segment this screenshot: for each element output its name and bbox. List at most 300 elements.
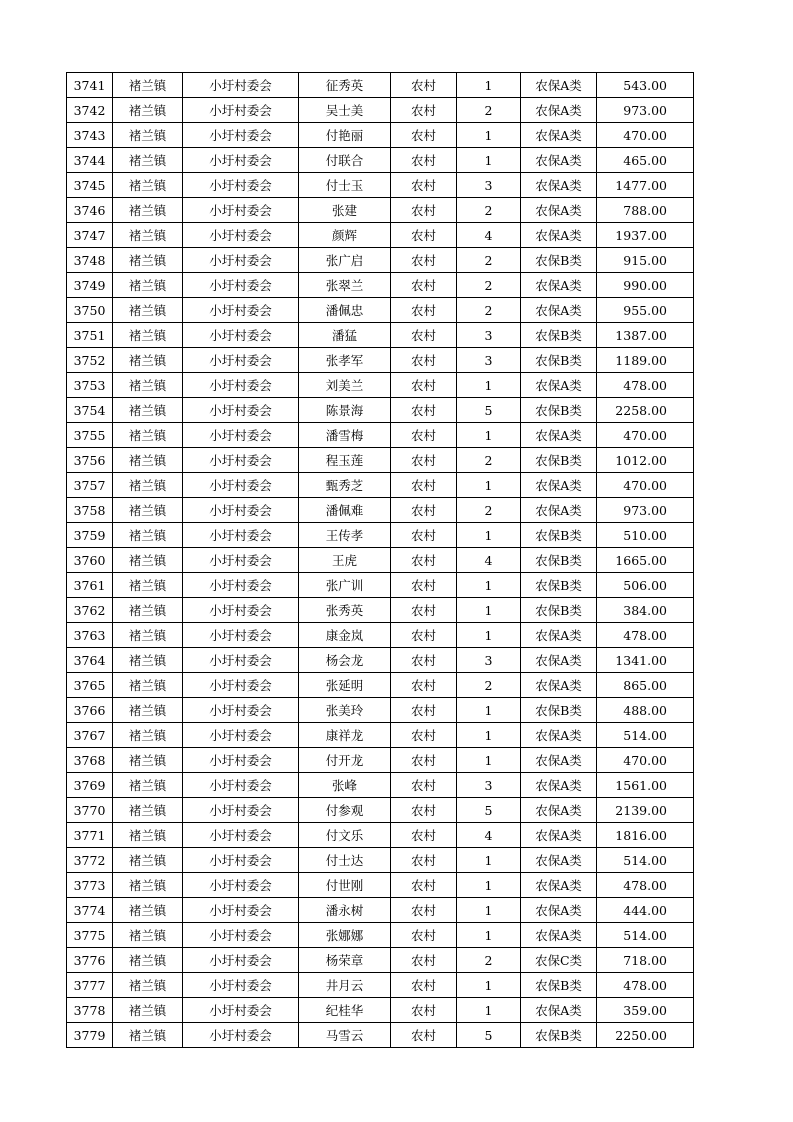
- household-count-cell: 1: [457, 423, 521, 448]
- table-row: [67, 648, 694, 673]
- name-cell: 程玉莲: [299, 448, 391, 473]
- household-count-cell: 1: [457, 748, 521, 773]
- name-cell: 王虎: [299, 548, 391, 573]
- name-cell: 潘雪梅: [299, 423, 391, 448]
- table-row: [67, 698, 694, 723]
- serial-number-cell: 3774: [67, 898, 113, 923]
- serial-number-cell: 3750: [67, 298, 113, 323]
- serial-number-cell: 3758: [67, 498, 113, 523]
- amount-cell: 510.00: [597, 523, 694, 548]
- town-cell: 褚兰镇: [113, 223, 183, 248]
- town-cell: 褚兰镇: [113, 798, 183, 823]
- household-count-cell: 1: [457, 473, 521, 498]
- serial-number-cell: 3777: [67, 973, 113, 998]
- residence-type-cell: 农村: [391, 398, 457, 423]
- residence-type-cell: 农村: [391, 298, 457, 323]
- town-cell: 褚兰镇: [113, 748, 183, 773]
- insurance-category-cell: 农保A类: [521, 148, 597, 173]
- name-cell: 张延明: [299, 673, 391, 698]
- serial-number-cell: 3769: [67, 773, 113, 798]
- town-cell: 褚兰镇: [113, 373, 183, 398]
- residence-type-cell: 农村: [391, 548, 457, 573]
- household-count-cell: 1: [457, 123, 521, 148]
- table-row: [67, 623, 694, 648]
- serial-number-cell: 3748: [67, 248, 113, 273]
- residence-type-cell: 农村: [391, 673, 457, 698]
- serial-number-cell: 3761: [67, 573, 113, 598]
- serial-number-cell: 3778: [67, 998, 113, 1023]
- serial-number-cell: 3760: [67, 548, 113, 573]
- town-cell: 褚兰镇: [113, 323, 183, 348]
- name-cell: 张峰: [299, 773, 391, 798]
- town-cell: 褚兰镇: [113, 298, 183, 323]
- village-committee-cell: 小圩村委会: [183, 998, 299, 1023]
- amount-cell: 384.00: [597, 598, 694, 623]
- insurance-category-cell: 农保A类: [521, 773, 597, 798]
- serial-number-cell: 3768: [67, 748, 113, 773]
- table-row: [67, 798, 694, 823]
- insurance-category-cell: 农保A类: [521, 873, 597, 898]
- residence-type-cell: 农村: [391, 573, 457, 598]
- amount-cell: 465.00: [597, 148, 694, 173]
- residence-type-cell: 农村: [391, 948, 457, 973]
- table-row: [67, 173, 694, 198]
- name-cell: 吴士美: [299, 98, 391, 123]
- name-cell: 康祥龙: [299, 723, 391, 748]
- name-cell: 井月云: [299, 973, 391, 998]
- household-count-cell: 1: [457, 148, 521, 173]
- residence-type-cell: 农村: [391, 823, 457, 848]
- residence-type-cell: 农村: [391, 773, 457, 798]
- insurance-category-cell: 农保A类: [521, 923, 597, 948]
- amount-cell: 1816.00: [597, 823, 694, 848]
- village-committee-cell: 小圩村委会: [183, 448, 299, 473]
- amount-cell: 788.00: [597, 198, 694, 223]
- insurance-category-cell: 农保B类: [521, 348, 597, 373]
- residence-type-cell: 农村: [391, 98, 457, 123]
- insurance-category-cell: 农保A类: [521, 498, 597, 523]
- serial-number-cell: 3767: [67, 723, 113, 748]
- village-committee-cell: 小圩村委会: [183, 273, 299, 298]
- table-row: [67, 148, 694, 173]
- residence-type-cell: 农村: [391, 248, 457, 273]
- village-committee-cell: 小圩村委会: [183, 598, 299, 623]
- table-row: [67, 223, 694, 248]
- table-row: [67, 123, 694, 148]
- serial-number-cell: 3754: [67, 398, 113, 423]
- name-cell: 杨会龙: [299, 648, 391, 673]
- amount-cell: 488.00: [597, 698, 694, 723]
- amount-cell: 514.00: [597, 923, 694, 948]
- village-committee-cell: 小圩村委会: [183, 123, 299, 148]
- amount-cell: 1341.00: [597, 648, 694, 673]
- serial-number-cell: 3776: [67, 948, 113, 973]
- table-body: [67, 73, 694, 1048]
- residence-type-cell: 农村: [391, 423, 457, 448]
- table-row: [67, 423, 694, 448]
- table-row: [67, 848, 694, 873]
- household-count-cell: 1: [457, 73, 521, 98]
- household-count-cell: 3: [457, 773, 521, 798]
- insurance-category-cell: 农保B类: [521, 248, 597, 273]
- town-cell: 褚兰镇: [113, 548, 183, 573]
- insurance-category-cell: 农保A类: [521, 98, 597, 123]
- amount-cell: 990.00: [597, 273, 694, 298]
- town-cell: 褚兰镇: [113, 423, 183, 448]
- serial-number-cell: 3756: [67, 448, 113, 473]
- residence-type-cell: 农村: [391, 198, 457, 223]
- insurance-category-cell: 农保B类: [521, 398, 597, 423]
- town-cell: 褚兰镇: [113, 973, 183, 998]
- household-count-cell: 4: [457, 548, 521, 573]
- serial-number-cell: 3766: [67, 698, 113, 723]
- amount-cell: 1665.00: [597, 548, 694, 573]
- household-count-cell: 2: [457, 298, 521, 323]
- town-cell: 褚兰镇: [113, 823, 183, 848]
- table-row: [67, 573, 694, 598]
- village-committee-cell: 小圩村委会: [183, 948, 299, 973]
- serial-number-cell: 3744: [67, 148, 113, 173]
- village-committee-cell: 小圩村委会: [183, 648, 299, 673]
- name-cell: 付艳丽: [299, 123, 391, 148]
- amount-cell: 2258.00: [597, 398, 694, 423]
- insurance-category-cell: 农保A类: [521, 748, 597, 773]
- household-count-cell: 4: [457, 823, 521, 848]
- residence-type-cell: 农村: [391, 623, 457, 648]
- insurance-category-cell: 农保A类: [521, 673, 597, 698]
- name-cell: 张翠兰: [299, 273, 391, 298]
- amount-cell: 915.00: [597, 248, 694, 273]
- residence-type-cell: 农村: [391, 448, 457, 473]
- amount-cell: 506.00: [597, 573, 694, 598]
- town-cell: 褚兰镇: [113, 723, 183, 748]
- household-count-cell: 1: [457, 923, 521, 948]
- town-cell: 褚兰镇: [113, 698, 183, 723]
- table-row: [67, 873, 694, 898]
- amount-cell: 470.00: [597, 748, 694, 773]
- village-committee-cell: 小圩村委会: [183, 473, 299, 498]
- household-count-cell: 4: [457, 223, 521, 248]
- table-row: [67, 273, 694, 298]
- residence-type-cell: 农村: [391, 848, 457, 873]
- table-row: [67, 598, 694, 623]
- table-row: [67, 398, 694, 423]
- village-committee-cell: 小圩村委会: [183, 348, 299, 373]
- table-row: [67, 448, 694, 473]
- serial-number-cell: 3763: [67, 623, 113, 648]
- name-cell: 刘美兰: [299, 373, 391, 398]
- table-row: [67, 98, 694, 123]
- insurance-category-cell: 农保A类: [521, 223, 597, 248]
- town-cell: 褚兰镇: [113, 773, 183, 798]
- insurance-category-cell: 农保B类: [521, 573, 597, 598]
- residence-type-cell: 农村: [391, 498, 457, 523]
- village-committee-cell: 小圩村委会: [183, 723, 299, 748]
- village-committee-cell: 小圩村委会: [183, 373, 299, 398]
- name-cell: 甄秀芝: [299, 473, 391, 498]
- village-committee-cell: 小圩村委会: [183, 298, 299, 323]
- name-cell: 颜辉: [299, 223, 391, 248]
- residence-type-cell: 农村: [391, 648, 457, 673]
- household-count-cell: 3: [457, 173, 521, 198]
- residence-type-cell: 农村: [391, 223, 457, 248]
- household-count-cell: 1: [457, 723, 521, 748]
- village-committee-cell: 小圩村委会: [183, 798, 299, 823]
- residence-type-cell: 农村: [391, 698, 457, 723]
- village-committee-cell: 小圩村委会: [183, 898, 299, 923]
- town-cell: 褚兰镇: [113, 598, 183, 623]
- residence-type-cell: 农村: [391, 748, 457, 773]
- village-committee-cell: 小圩村委会: [183, 773, 299, 798]
- village-committee-cell: 小圩村委会: [183, 423, 299, 448]
- town-cell: 褚兰镇: [113, 98, 183, 123]
- insurance-category-cell: 农保A类: [521, 998, 597, 1023]
- serial-number-cell: 3747: [67, 223, 113, 248]
- village-committee-cell: 小圩村委会: [183, 73, 299, 98]
- household-count-cell: 2: [457, 498, 521, 523]
- village-committee-cell: 小圩村委会: [183, 498, 299, 523]
- residence-type-cell: 农村: [391, 873, 457, 898]
- town-cell: 褚兰镇: [113, 948, 183, 973]
- village-committee-cell: 小圩村委会: [183, 523, 299, 548]
- name-cell: 付参观: [299, 798, 391, 823]
- name-cell: 付文乐: [299, 823, 391, 848]
- insurance-category-cell: 农保B类: [521, 323, 597, 348]
- table-row: [67, 748, 694, 773]
- serial-number-cell: 3764: [67, 648, 113, 673]
- name-cell: 王传孝: [299, 523, 391, 548]
- insurance-category-cell: 农保A类: [521, 373, 597, 398]
- residence-type-cell: 农村: [391, 173, 457, 198]
- village-committee-cell: 小圩村委会: [183, 873, 299, 898]
- amount-cell: 470.00: [597, 123, 694, 148]
- table-row: [67, 923, 694, 948]
- insurance-category-cell: 农保A类: [521, 723, 597, 748]
- residence-type-cell: 农村: [391, 898, 457, 923]
- insurance-category-cell: 农保A类: [521, 298, 597, 323]
- town-cell: 褚兰镇: [113, 148, 183, 173]
- name-cell: 杨荣章: [299, 948, 391, 973]
- town-cell: 褚兰镇: [113, 923, 183, 948]
- household-count-cell: 1: [457, 698, 521, 723]
- residence-type-cell: 农村: [391, 348, 457, 373]
- household-count-cell: 5: [457, 798, 521, 823]
- village-committee-cell: 小圩村委会: [183, 223, 299, 248]
- serial-number-cell: 3771: [67, 823, 113, 848]
- town-cell: 褚兰镇: [113, 1023, 183, 1048]
- insurance-category-cell: 农保A类: [521, 473, 597, 498]
- household-count-cell: 2: [457, 248, 521, 273]
- name-cell: 纪桂华: [299, 998, 391, 1023]
- insurance-category-cell: 农保A类: [521, 798, 597, 823]
- amount-cell: 1189.00: [597, 348, 694, 373]
- serial-number-cell: 3773: [67, 873, 113, 898]
- serial-number-cell: 3765: [67, 673, 113, 698]
- insurance-category-cell: 农保A类: [521, 273, 597, 298]
- household-count-cell: 1: [457, 873, 521, 898]
- table-row: [67, 548, 694, 573]
- insurance-category-cell: 农保C类: [521, 948, 597, 973]
- insurance-category-cell: 农保A类: [521, 848, 597, 873]
- table-row: [67, 73, 694, 98]
- table-row: [67, 298, 694, 323]
- household-count-cell: 2: [457, 448, 521, 473]
- name-cell: 陈景海: [299, 398, 391, 423]
- table-row: [67, 673, 694, 698]
- table-row: [67, 973, 694, 998]
- household-count-cell: 1: [457, 573, 521, 598]
- name-cell: 付士达: [299, 848, 391, 873]
- village-committee-cell: 小圩村委会: [183, 1023, 299, 1048]
- insurance-category-cell: 农保A类: [521, 648, 597, 673]
- name-cell: 征秀英: [299, 73, 391, 98]
- table-row: [67, 473, 694, 498]
- amount-cell: 1012.00: [597, 448, 694, 473]
- table-row: [67, 948, 694, 973]
- household-count-cell: 2: [457, 273, 521, 298]
- residence-type-cell: 农村: [391, 523, 457, 548]
- table-row: [67, 1023, 694, 1048]
- insurance-category-cell: 农保A类: [521, 623, 597, 648]
- residence-type-cell: 农村: [391, 998, 457, 1023]
- amount-cell: 1561.00: [597, 773, 694, 798]
- name-cell: 潘佩难: [299, 498, 391, 523]
- name-cell: 付联合: [299, 148, 391, 173]
- name-cell: 张美玲: [299, 698, 391, 723]
- village-committee-cell: 小圩村委会: [183, 398, 299, 423]
- amount-cell: 478.00: [597, 623, 694, 648]
- residence-type-cell: 农村: [391, 798, 457, 823]
- serial-number-cell: 3751: [67, 323, 113, 348]
- name-cell: 张广启: [299, 248, 391, 273]
- name-cell: 张秀英: [299, 598, 391, 623]
- town-cell: 褚兰镇: [113, 173, 183, 198]
- serial-number-cell: 3757: [67, 473, 113, 498]
- serial-number-cell: 3742: [67, 98, 113, 123]
- village-committee-cell: 小圩村委会: [183, 323, 299, 348]
- table-row: [67, 998, 694, 1023]
- village-committee-cell: 小圩村委会: [183, 973, 299, 998]
- serial-number-cell: 3753: [67, 373, 113, 398]
- table-row: [67, 773, 694, 798]
- residence-type-cell: 农村: [391, 473, 457, 498]
- serial-number-cell: 3745: [67, 173, 113, 198]
- name-cell: 张建: [299, 198, 391, 223]
- insurance-category-cell: 农保A类: [521, 123, 597, 148]
- name-cell: 马雪云: [299, 1023, 391, 1048]
- insurance-category-cell: 农保B类: [521, 523, 597, 548]
- amount-cell: 973.00: [597, 498, 694, 523]
- town-cell: 褚兰镇: [113, 573, 183, 598]
- household-count-cell: 1: [457, 973, 521, 998]
- residence-type-cell: 农村: [391, 273, 457, 298]
- village-committee-cell: 小圩村委会: [183, 748, 299, 773]
- town-cell: 褚兰镇: [113, 648, 183, 673]
- serial-number-cell: 3752: [67, 348, 113, 373]
- amount-cell: 865.00: [597, 673, 694, 698]
- name-cell: 潘猛: [299, 323, 391, 348]
- serial-number-cell: 3743: [67, 123, 113, 148]
- table-row: [67, 823, 694, 848]
- village-committee-cell: 小圩村委会: [183, 573, 299, 598]
- table-row: [67, 198, 694, 223]
- town-cell: 褚兰镇: [113, 398, 183, 423]
- insurance-category-cell: 农保B类: [521, 1023, 597, 1048]
- town-cell: 褚兰镇: [113, 123, 183, 148]
- town-cell: 褚兰镇: [113, 898, 183, 923]
- amount-cell: 478.00: [597, 973, 694, 998]
- village-committee-cell: 小圩村委会: [183, 548, 299, 573]
- insurance-category-cell: 农保A类: [521, 198, 597, 223]
- village-committee-cell: 小圩村委会: [183, 673, 299, 698]
- residence-type-cell: 农村: [391, 148, 457, 173]
- household-count-cell: 3: [457, 348, 521, 373]
- table-row: [67, 498, 694, 523]
- table-row: [67, 348, 694, 373]
- town-cell: 褚兰镇: [113, 73, 183, 98]
- amount-cell: 478.00: [597, 373, 694, 398]
- amount-cell: 543.00: [597, 73, 694, 98]
- serial-number-cell: 3749: [67, 273, 113, 298]
- name-cell: 张娜娜: [299, 923, 391, 948]
- village-committee-cell: 小圩村委会: [183, 698, 299, 723]
- town-cell: 褚兰镇: [113, 498, 183, 523]
- village-committee-cell: 小圩村委会: [183, 98, 299, 123]
- serial-number-cell: 3759: [67, 523, 113, 548]
- household-count-cell: 3: [457, 648, 521, 673]
- household-count-cell: 1: [457, 998, 521, 1023]
- amount-cell: 514.00: [597, 723, 694, 748]
- village-committee-cell: 小圩村委会: [183, 173, 299, 198]
- town-cell: 褚兰镇: [113, 448, 183, 473]
- household-count-cell: 1: [457, 373, 521, 398]
- amount-cell: 514.00: [597, 848, 694, 873]
- residence-type-cell: 农村: [391, 923, 457, 948]
- town-cell: 褚兰镇: [113, 348, 183, 373]
- insurance-category-cell: 农保B类: [521, 548, 597, 573]
- insurance-category-cell: 农保A类: [521, 73, 597, 98]
- insurance-category-cell: 农保A类: [521, 173, 597, 198]
- residence-type-cell: 农村: [391, 1023, 457, 1048]
- insurance-category-cell: 农保A类: [521, 898, 597, 923]
- village-committee-cell: 小圩村委会: [183, 198, 299, 223]
- household-count-cell: 5: [457, 1023, 521, 1048]
- insurance-category-cell: 农保A类: [521, 423, 597, 448]
- village-committee-cell: 小圩村委会: [183, 248, 299, 273]
- town-cell: 褚兰镇: [113, 273, 183, 298]
- table-row: [67, 323, 694, 348]
- amount-cell: 1387.00: [597, 323, 694, 348]
- serial-number-cell: 3755: [67, 423, 113, 448]
- amount-cell: 973.00: [597, 98, 694, 123]
- household-count-cell: 5: [457, 398, 521, 423]
- household-count-cell: 2: [457, 198, 521, 223]
- residence-type-cell: 农村: [391, 973, 457, 998]
- serial-number-cell: 3741: [67, 73, 113, 98]
- amount-cell: 1477.00: [597, 173, 694, 198]
- residence-type-cell: 农村: [391, 73, 457, 98]
- household-count-cell: 2: [457, 673, 521, 698]
- town-cell: 褚兰镇: [113, 998, 183, 1023]
- serial-number-cell: 3746: [67, 198, 113, 223]
- name-cell: 张孝军: [299, 348, 391, 373]
- name-cell: 付世刚: [299, 873, 391, 898]
- table-row: [67, 248, 694, 273]
- table-row: [67, 723, 694, 748]
- village-committee-cell: 小圩村委会: [183, 848, 299, 873]
- name-cell: 康金岚: [299, 623, 391, 648]
- residence-type-cell: 农村: [391, 323, 457, 348]
